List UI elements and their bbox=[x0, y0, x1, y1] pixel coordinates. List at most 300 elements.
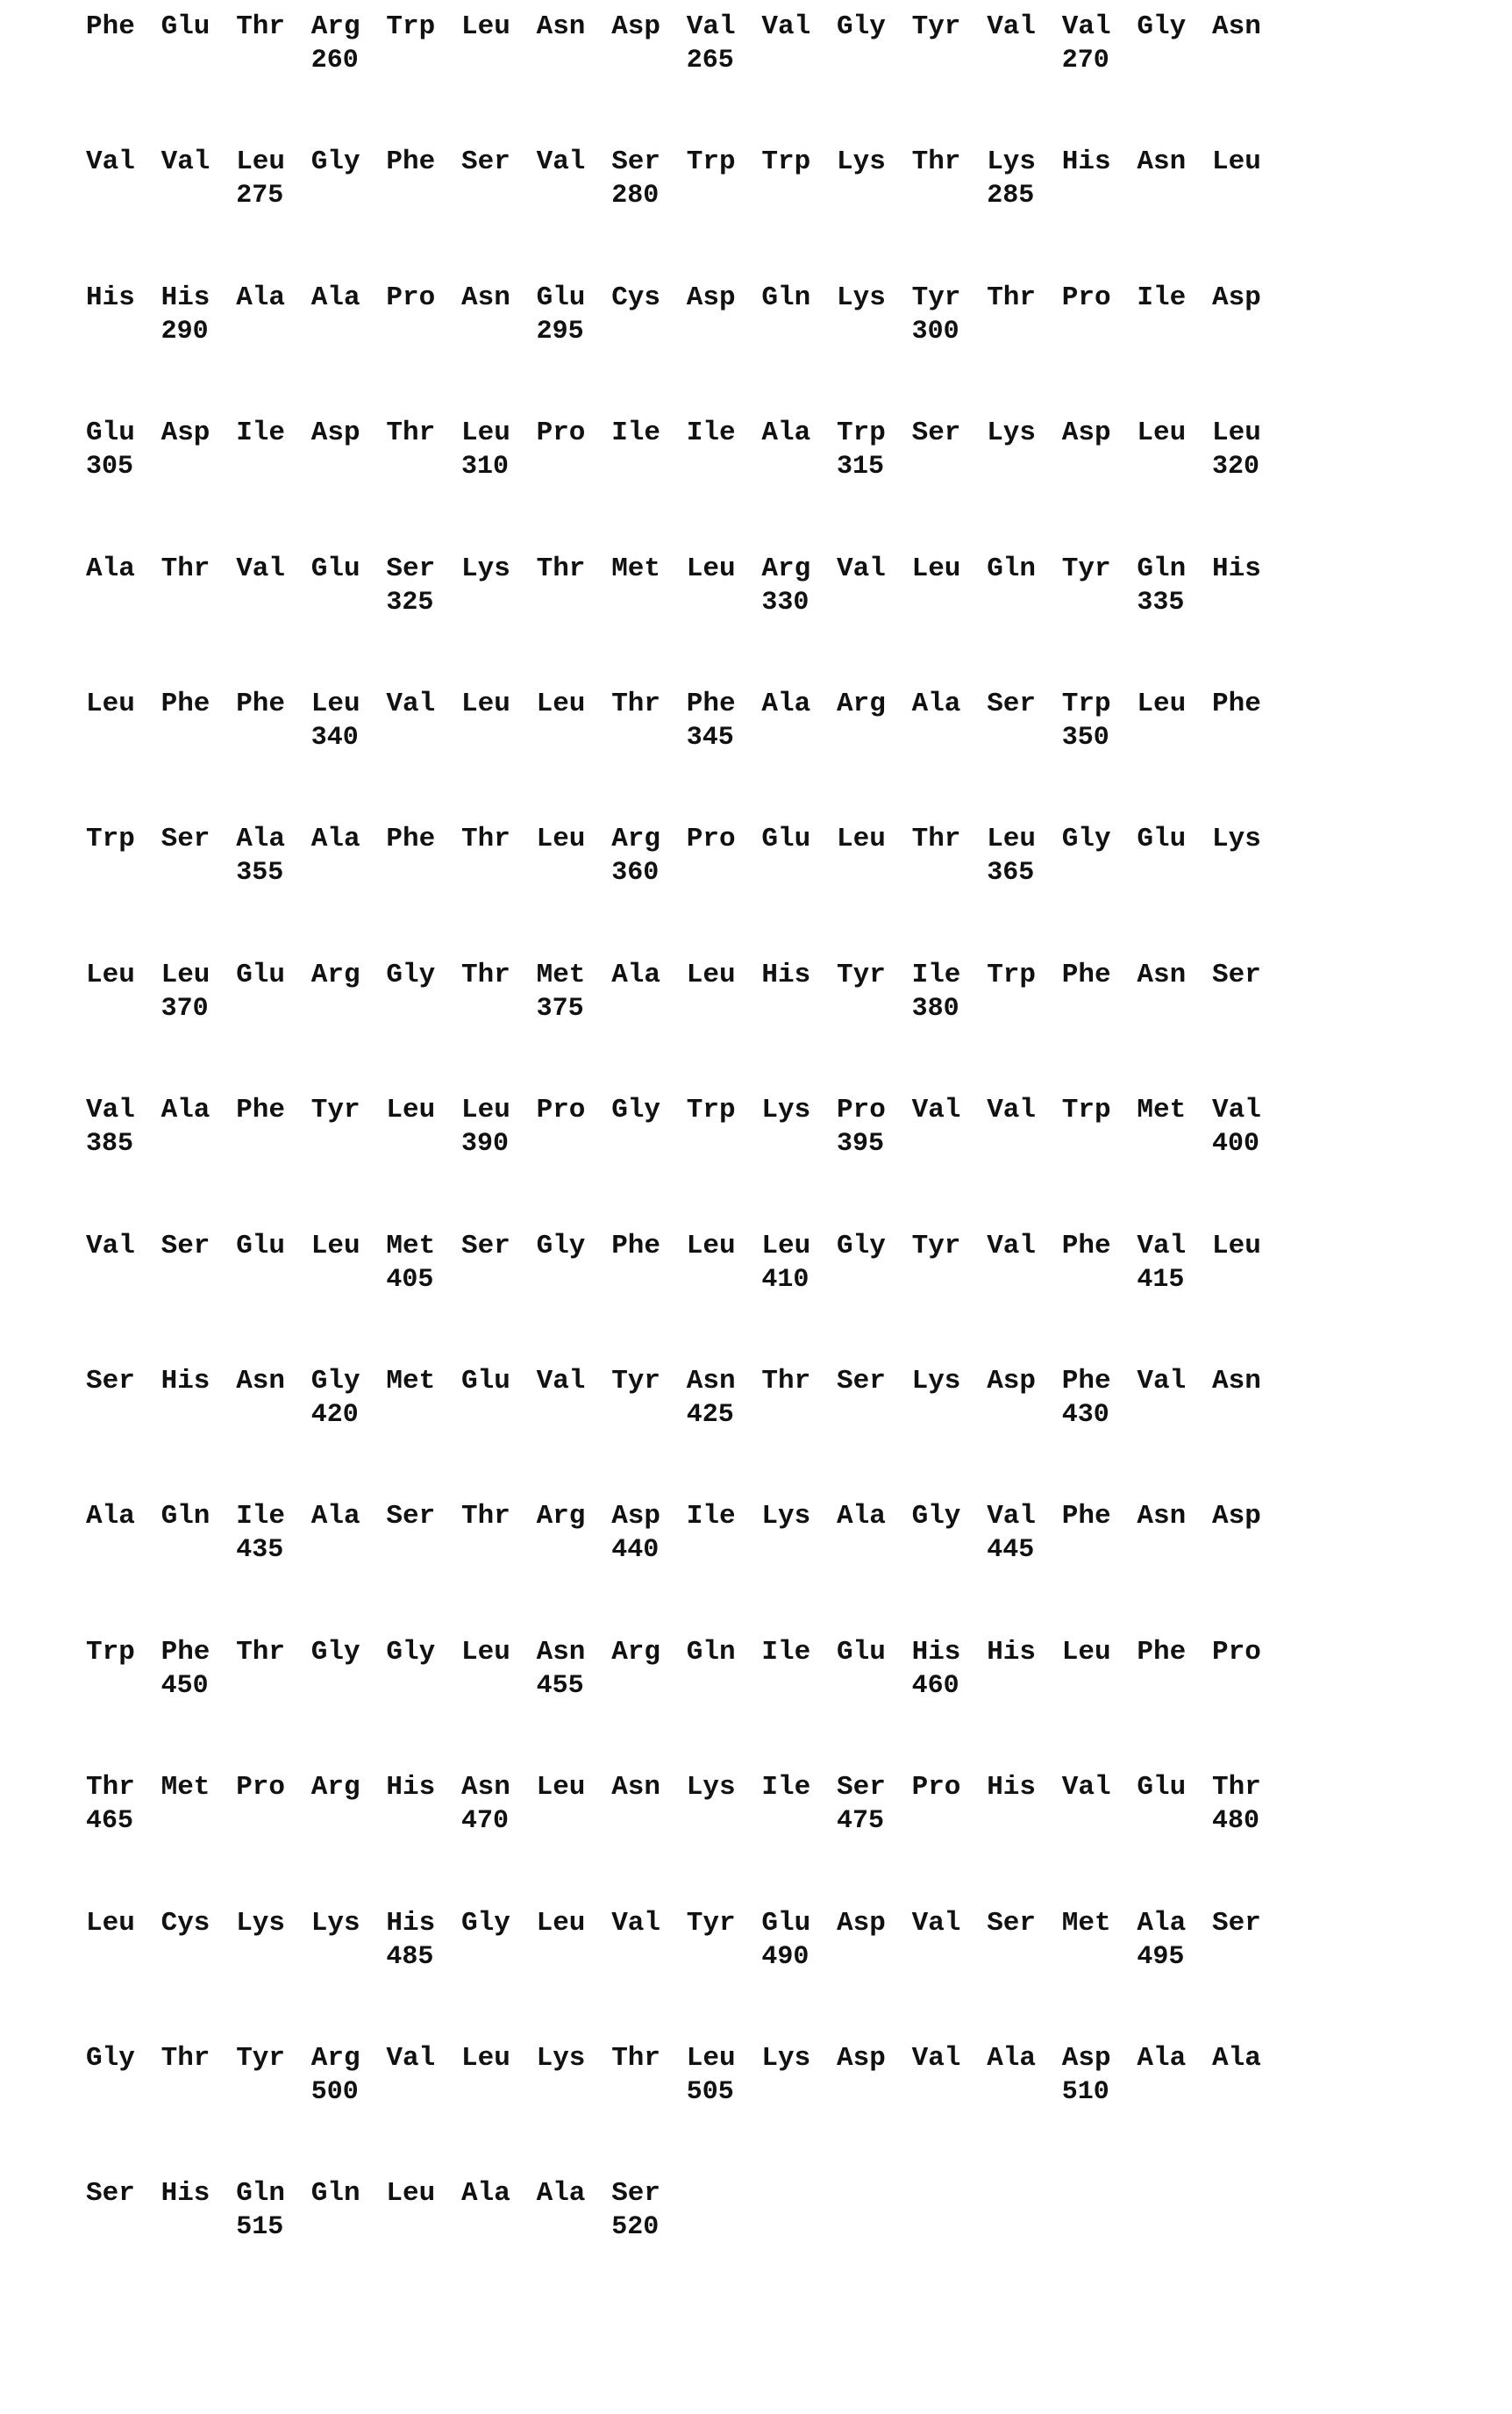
residue: Ser bbox=[161, 825, 210, 854]
residue: Ser bbox=[837, 1367, 886, 1396]
residue: Val bbox=[86, 1096, 135, 1125]
residue: Val bbox=[1062, 1773, 1111, 1803]
residue: Pro bbox=[1062, 283, 1111, 313]
residue: Glu bbox=[1137, 1773, 1186, 1803]
position-number: 320 bbox=[1212, 452, 1259, 482]
position-number: 325 bbox=[386, 588, 433, 618]
residue: Phe bbox=[1062, 1367, 1111, 1396]
residue: Arg bbox=[611, 825, 660, 854]
residue: Glu bbox=[161, 12, 210, 42]
residue: Glu bbox=[1137, 825, 1186, 854]
residue: Lys bbox=[761, 1502, 810, 1532]
residue: Ser bbox=[386, 1502, 435, 1532]
residue: Ala bbox=[761, 418, 810, 448]
residue: Ala bbox=[236, 825, 285, 854]
residue: Lys bbox=[1212, 825, 1261, 854]
residue: Phe bbox=[1062, 1502, 1111, 1532]
residue: Ala bbox=[1137, 1909, 1186, 1939]
residue: Ala bbox=[761, 689, 810, 719]
residue: Phe bbox=[161, 689, 210, 719]
residue: Ser bbox=[461, 1232, 510, 1261]
residue: Val bbox=[912, 2044, 961, 2074]
position-number: 520 bbox=[611, 2212, 659, 2242]
residue: Val bbox=[987, 1232, 1036, 1261]
residue: Ser bbox=[987, 689, 1036, 719]
residue: Gly bbox=[386, 1638, 435, 1668]
residue: Gly bbox=[837, 12, 886, 42]
residue: Leu bbox=[461, 2044, 510, 2074]
position-number: 310 bbox=[461, 452, 509, 482]
residue: Phe bbox=[386, 825, 435, 854]
residue: Gly bbox=[1062, 825, 1111, 854]
residue: Trp bbox=[1062, 1096, 1111, 1125]
residue: Asn bbox=[236, 1367, 285, 1396]
residue: Gln bbox=[161, 1502, 210, 1532]
residue: Thr bbox=[1212, 1773, 1261, 1803]
residue: Leu bbox=[912, 554, 961, 584]
residue: Gln bbox=[1137, 554, 1186, 584]
residue: Gly bbox=[311, 147, 360, 177]
residue: Gly bbox=[311, 1367, 360, 1396]
residue: Arg bbox=[311, 2044, 360, 2074]
residue: Ile bbox=[912, 961, 961, 990]
residue: Tyr bbox=[912, 283, 961, 313]
residue: Ile bbox=[687, 418, 736, 448]
residue: Thr bbox=[386, 418, 435, 448]
residue: Ser bbox=[912, 418, 961, 448]
residue: Ser bbox=[161, 1232, 210, 1261]
position-number: 330 bbox=[761, 588, 809, 618]
residue: Gln bbox=[687, 1638, 736, 1668]
residue: Val bbox=[1212, 1096, 1261, 1125]
residue: Ser bbox=[86, 2179, 135, 2209]
position-number: 490 bbox=[761, 1942, 809, 1972]
residue: Ser bbox=[461, 147, 510, 177]
residue: Val bbox=[837, 554, 886, 584]
position-number: 505 bbox=[687, 2077, 734, 2107]
residue: His bbox=[386, 1773, 435, 1803]
position-number: 425 bbox=[687, 1400, 734, 1430]
residue: Leu bbox=[461, 1638, 510, 1668]
residue: Arg bbox=[537, 1502, 586, 1532]
position-number: 300 bbox=[912, 317, 959, 346]
residue: Val bbox=[1062, 12, 1111, 42]
residue: Thr bbox=[987, 283, 1036, 313]
residue: Leu bbox=[461, 1096, 510, 1125]
residue: Asp bbox=[1212, 283, 1261, 313]
position-number: 470 bbox=[461, 1806, 509, 1836]
residue: Phe bbox=[236, 1096, 285, 1125]
residue: Ala bbox=[311, 283, 360, 313]
residue: Leu bbox=[386, 2179, 435, 2209]
residue: Gln bbox=[987, 554, 1036, 584]
residue: Asp bbox=[311, 418, 360, 448]
residue: Leu bbox=[161, 961, 210, 990]
residue: Gly bbox=[837, 1232, 886, 1261]
residue: His bbox=[912, 1638, 961, 1668]
residue: Leu bbox=[687, 961, 736, 990]
residue: Gly bbox=[537, 1232, 586, 1261]
residue: Met bbox=[1062, 1909, 1111, 1939]
position-number: 265 bbox=[687, 46, 734, 75]
residue: Leu bbox=[461, 689, 510, 719]
residue: Tyr bbox=[837, 961, 886, 990]
residue: Tyr bbox=[912, 12, 961, 42]
residue: Leu bbox=[86, 961, 135, 990]
residue: Trp bbox=[386, 12, 435, 42]
residue: Glu bbox=[86, 418, 135, 448]
residue: Val bbox=[1137, 1232, 1186, 1261]
residue: Gly bbox=[611, 1096, 660, 1125]
residue: Thr bbox=[611, 689, 660, 719]
position-number: 420 bbox=[311, 1400, 359, 1430]
residue: Ser bbox=[86, 1367, 135, 1396]
residue: Leu bbox=[537, 1773, 586, 1803]
residue: Met bbox=[386, 1367, 435, 1396]
residue: Val bbox=[86, 147, 135, 177]
residue: Ile bbox=[236, 1502, 285, 1532]
residue: Thr bbox=[611, 2044, 660, 2074]
residue: Tyr bbox=[236, 2044, 285, 2074]
residue: His bbox=[386, 1909, 435, 1939]
residue: Ser bbox=[987, 1909, 1036, 1939]
residue: Arg bbox=[311, 1773, 360, 1803]
residue: Gln bbox=[311, 2179, 360, 2209]
residue: Met bbox=[611, 554, 660, 584]
residue: Glu bbox=[761, 1909, 810, 1939]
residue: Ser bbox=[611, 2179, 660, 2209]
residue: Leu bbox=[311, 689, 360, 719]
position-number: 380 bbox=[912, 994, 959, 1024]
residue: Asn bbox=[1212, 1367, 1261, 1396]
residue: Val bbox=[386, 2044, 435, 2074]
residue: Lys bbox=[912, 1367, 961, 1396]
position-number: 400 bbox=[1212, 1129, 1259, 1159]
residue: Val bbox=[86, 1232, 135, 1261]
residue: Asn bbox=[1212, 12, 1261, 42]
residue: Val bbox=[687, 12, 736, 42]
position-number: 510 bbox=[1062, 2077, 1109, 2107]
residue: Glu bbox=[537, 283, 586, 313]
residue: Pro bbox=[1212, 1638, 1261, 1668]
residue: Glu bbox=[236, 1232, 285, 1261]
residue: Thr bbox=[537, 554, 586, 584]
residue: Leu bbox=[311, 1232, 360, 1261]
position-number: 395 bbox=[837, 1129, 884, 1159]
residue: Thr bbox=[461, 1502, 510, 1532]
position-number: 515 bbox=[236, 2212, 283, 2242]
residue: Val bbox=[236, 554, 285, 584]
residue: Asp bbox=[687, 283, 736, 313]
position-number: 465 bbox=[86, 1806, 133, 1836]
position-number: 455 bbox=[537, 1671, 584, 1701]
residue: Asn bbox=[687, 1367, 736, 1396]
residue: Arg bbox=[611, 1638, 660, 1668]
residue: Ile bbox=[761, 1773, 810, 1803]
position-number: 345 bbox=[687, 723, 734, 753]
residue: Trp bbox=[687, 147, 736, 177]
position-number: 430 bbox=[1062, 1400, 1109, 1430]
residue: Tyr bbox=[1062, 554, 1111, 584]
residue: Cys bbox=[611, 283, 660, 313]
residue: Thr bbox=[236, 12, 285, 42]
position-number: 305 bbox=[86, 452, 133, 482]
residue: His bbox=[161, 2179, 210, 2209]
residue: Ser bbox=[1212, 961, 1261, 990]
residue: Asn bbox=[1137, 147, 1186, 177]
residue: Leu bbox=[761, 1232, 810, 1261]
residue: Lys bbox=[461, 554, 510, 584]
residue: Arg bbox=[837, 689, 886, 719]
residue: Leu bbox=[386, 1096, 435, 1125]
residue: Thr bbox=[912, 147, 961, 177]
residue: Leu bbox=[236, 147, 285, 177]
residue: Asp bbox=[611, 12, 660, 42]
residue: Val bbox=[537, 1367, 586, 1396]
position-number: 375 bbox=[537, 994, 584, 1024]
residue: Val bbox=[912, 1096, 961, 1125]
residue: Ala bbox=[1212, 2044, 1261, 2074]
position-number: 500 bbox=[311, 2077, 359, 2107]
residue: Val bbox=[161, 147, 210, 177]
position-number: 315 bbox=[837, 452, 884, 482]
residue: Ala bbox=[311, 1502, 360, 1532]
residue: Ala bbox=[236, 283, 285, 313]
residue: Ala bbox=[161, 1096, 210, 1125]
residue: Leu bbox=[987, 825, 1036, 854]
residue: Asp bbox=[837, 2044, 886, 2074]
residue: Ile bbox=[761, 1638, 810, 1668]
residue: Phe bbox=[1137, 1638, 1186, 1668]
residue: His bbox=[86, 283, 135, 313]
residue: Ala bbox=[461, 2179, 510, 2209]
position-number: 350 bbox=[1062, 723, 1109, 753]
residue: Ala bbox=[1137, 2044, 1186, 2074]
residue: Trp bbox=[86, 1638, 135, 1668]
residue: Ala bbox=[987, 2044, 1036, 2074]
position-number: 410 bbox=[761, 1265, 809, 1295]
residue: Lys bbox=[761, 1096, 810, 1125]
residue: Phe bbox=[1062, 961, 1111, 990]
residue: Ala bbox=[86, 554, 135, 584]
position-number: 275 bbox=[236, 181, 283, 211]
position-number: 415 bbox=[1137, 1265, 1184, 1295]
residue: Lys bbox=[987, 418, 1036, 448]
residue: Phe bbox=[687, 689, 736, 719]
residue: Ala bbox=[611, 961, 660, 990]
residue: Phe bbox=[1062, 1232, 1111, 1261]
residue: Trp bbox=[86, 825, 135, 854]
residue: Trp bbox=[1062, 689, 1111, 719]
residue: Leu bbox=[1062, 1638, 1111, 1668]
residue: Ala bbox=[912, 689, 961, 719]
residue: Thr bbox=[86, 1773, 135, 1803]
residue: Pro bbox=[912, 1773, 961, 1803]
residue: Phe bbox=[236, 689, 285, 719]
position-number: 355 bbox=[236, 858, 283, 888]
residue: Met bbox=[386, 1232, 435, 1261]
position-number: 370 bbox=[161, 994, 209, 1024]
residue: Asn bbox=[461, 283, 510, 313]
residue: His bbox=[987, 1773, 1036, 1803]
residue: Met bbox=[161, 1773, 210, 1803]
residue: Trp bbox=[987, 961, 1036, 990]
residue: Arg bbox=[311, 961, 360, 990]
residue: Ile bbox=[611, 418, 660, 448]
residue: Ser bbox=[611, 147, 660, 177]
residue: Val bbox=[987, 1096, 1036, 1125]
residue: Asn bbox=[1137, 961, 1186, 990]
residue: Gly bbox=[386, 961, 435, 990]
residue: Val bbox=[912, 1909, 961, 1939]
residue: Asp bbox=[1062, 2044, 1111, 2074]
residue: Ala bbox=[311, 825, 360, 854]
residue: Asn bbox=[1137, 1502, 1186, 1532]
residue: Ser bbox=[386, 554, 435, 584]
position-number: 390 bbox=[461, 1129, 509, 1159]
residue: Gly bbox=[1137, 12, 1186, 42]
residue: His bbox=[161, 283, 210, 313]
residue: Ile bbox=[1137, 283, 1186, 313]
residue: Lys bbox=[311, 1909, 360, 1939]
residue: Leu bbox=[537, 689, 586, 719]
residue: Val bbox=[1137, 1367, 1186, 1396]
residue: Lys bbox=[837, 147, 886, 177]
residue: Leu bbox=[1212, 418, 1261, 448]
residue: Tyr bbox=[912, 1232, 961, 1261]
position-number: 270 bbox=[1062, 46, 1109, 75]
residue: Asn bbox=[537, 12, 586, 42]
residue: Asp bbox=[611, 1502, 660, 1532]
residue: His bbox=[761, 961, 810, 990]
residue: Ala bbox=[86, 1502, 135, 1532]
residue: Pro bbox=[837, 1096, 886, 1125]
position-number: 285 bbox=[987, 181, 1034, 211]
position-number: 475 bbox=[837, 1806, 884, 1836]
residue: Leu bbox=[537, 825, 586, 854]
position-number: 340 bbox=[311, 723, 359, 753]
residue: Tyr bbox=[687, 1909, 736, 1939]
residue: Ser bbox=[837, 1773, 886, 1803]
position-number: 450 bbox=[161, 1671, 209, 1701]
residue: Asn bbox=[537, 1638, 586, 1668]
residue: Asp bbox=[161, 418, 210, 448]
residue: Leu bbox=[1137, 689, 1186, 719]
residue: Ala bbox=[537, 2179, 586, 2209]
residue: Val bbox=[761, 12, 810, 42]
residue: Pro bbox=[687, 825, 736, 854]
residue: Ile bbox=[687, 1502, 736, 1532]
residue: His bbox=[1062, 147, 1111, 177]
position-number: 405 bbox=[386, 1265, 433, 1295]
residue: Glu bbox=[236, 961, 285, 990]
position-number: 360 bbox=[611, 858, 659, 888]
position-number: 460 bbox=[912, 1671, 959, 1701]
residue: Met bbox=[537, 961, 586, 990]
residue: Asp bbox=[1062, 418, 1111, 448]
residue: Leu bbox=[1212, 1232, 1261, 1261]
position-number: 290 bbox=[161, 317, 209, 346]
residue: Leu bbox=[537, 1909, 586, 1939]
residue: Phe bbox=[611, 1232, 660, 1261]
residue: Phe bbox=[386, 147, 435, 177]
residue: Phe bbox=[161, 1638, 210, 1668]
residue: Lys bbox=[236, 1909, 285, 1939]
residue: Lys bbox=[761, 2044, 810, 2074]
residue: Val bbox=[611, 1909, 660, 1939]
position-number: 260 bbox=[311, 46, 359, 75]
residue: Asp bbox=[1212, 1502, 1261, 1532]
residue: Asn bbox=[611, 1773, 660, 1803]
position-number: 480 bbox=[1212, 1806, 1259, 1836]
residue: Leu bbox=[687, 1232, 736, 1261]
residue: Tyr bbox=[611, 1367, 660, 1396]
residue: Leu bbox=[86, 689, 135, 719]
residue: Thr bbox=[236, 1638, 285, 1668]
residue: Lys bbox=[837, 283, 886, 313]
residue: Lys bbox=[987, 147, 1036, 177]
residue: Ile bbox=[236, 418, 285, 448]
residue: Leu bbox=[461, 12, 510, 42]
position-number: 435 bbox=[236, 1535, 283, 1565]
residue: Leu bbox=[687, 554, 736, 584]
residue: Cys bbox=[161, 1909, 210, 1939]
residue: Gly bbox=[311, 1638, 360, 1668]
position-number: 495 bbox=[1137, 1942, 1184, 1972]
residue: Leu bbox=[86, 1909, 135, 1939]
residue: Thr bbox=[461, 825, 510, 854]
residue: Arg bbox=[311, 12, 360, 42]
position-number: 280 bbox=[611, 181, 659, 211]
residue: Tyr bbox=[311, 1096, 360, 1125]
residue: Thr bbox=[461, 961, 510, 990]
residue: Ala bbox=[837, 1502, 886, 1532]
residue: Gln bbox=[236, 2179, 285, 2209]
residue: Leu bbox=[1137, 418, 1186, 448]
residue: Lys bbox=[687, 1773, 736, 1803]
residue: Val bbox=[987, 12, 1036, 42]
residue: Lys bbox=[537, 2044, 586, 2074]
residue: Gly bbox=[86, 2044, 135, 2074]
residue: Val bbox=[987, 1502, 1036, 1532]
residue: Trp bbox=[761, 147, 810, 177]
residue: Gly bbox=[461, 1909, 510, 1939]
residue: Glu bbox=[837, 1638, 886, 1668]
residue: Pro bbox=[236, 1773, 285, 1803]
residue: Leu bbox=[1212, 147, 1261, 177]
position-number: 335 bbox=[1137, 588, 1184, 618]
residue: Glu bbox=[761, 825, 810, 854]
residue: Pro bbox=[537, 418, 586, 448]
residue: Thr bbox=[761, 1367, 810, 1396]
residue: Asn bbox=[461, 1773, 510, 1803]
residue: Trp bbox=[687, 1096, 736, 1125]
residue: His bbox=[1212, 554, 1261, 584]
residue: His bbox=[987, 1638, 1036, 1668]
residue: Glu bbox=[461, 1367, 510, 1396]
residue: Arg bbox=[761, 554, 810, 584]
residue: Phe bbox=[1212, 689, 1261, 719]
residue: Leu bbox=[687, 2044, 736, 2074]
residue: Met bbox=[1137, 1096, 1186, 1125]
residue: Thr bbox=[161, 554, 210, 584]
residue: His bbox=[161, 1367, 210, 1396]
residue: Val bbox=[386, 689, 435, 719]
residue: Gln bbox=[761, 283, 810, 313]
position-number: 365 bbox=[987, 858, 1034, 888]
residue: Asp bbox=[837, 1909, 886, 1939]
residue: Trp bbox=[837, 418, 886, 448]
